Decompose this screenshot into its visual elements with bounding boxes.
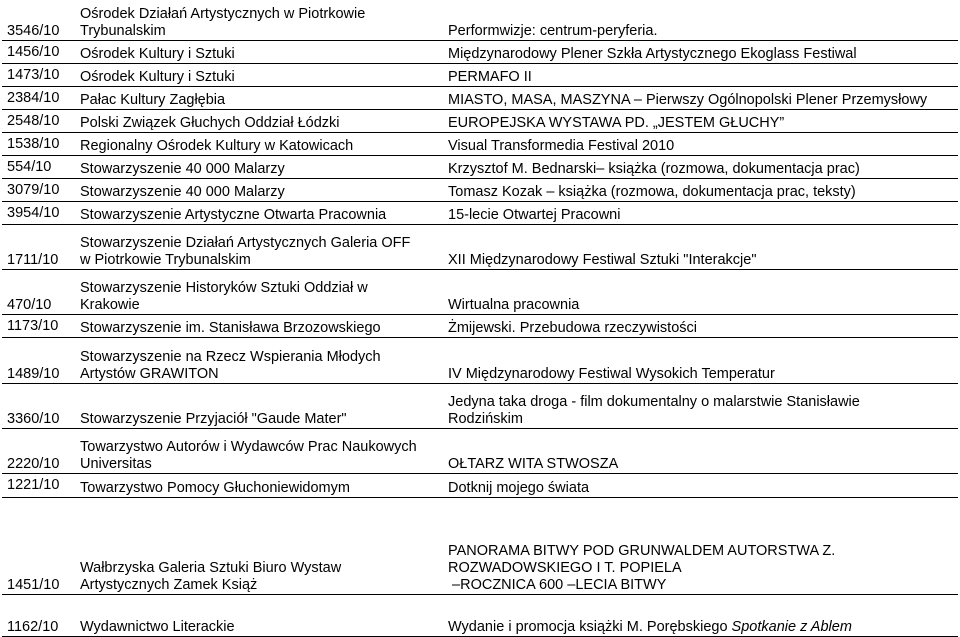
organization-name xyxy=(76,315,444,338)
project-line: Jedyna taka droga - film dokumentalny o malarstwie Stanisławie xyxy=(448,394,860,410)
table-row xyxy=(2,338,958,384)
project-title xyxy=(444,498,958,595)
project-line: PANORAMA BITWY POD GRUNWALDEM AUTORSTWA Z. xyxy=(448,543,836,559)
grants-table xyxy=(2,0,958,637)
table-row xyxy=(2,384,958,429)
grant-id: 1173/10 xyxy=(2,315,76,338)
organization-line: Artystów GRAWITON xyxy=(80,366,219,382)
organization-line: Stowarzyszenie 40 000 Malarzy xyxy=(80,184,285,200)
table-row xyxy=(2,429,958,474)
project-line: MIASTO, MASA, MASZYNA – Pierwszy Ogólnopolski Plener Przemysłowy xyxy=(448,92,928,108)
organization-line: Ośrodek Kultury i Sztuki xyxy=(80,46,235,62)
project-line: Krzysztof M. Bednarski– książka (rozmowa, dokumentacja prac) xyxy=(448,161,860,177)
project-title xyxy=(444,429,958,474)
organization-name xyxy=(76,338,444,384)
grant-id: 1538/10 xyxy=(2,133,76,156)
project-line: Performwizje: centrum-peryferia. xyxy=(448,23,658,39)
organization-line: Stowarzyszenie Przyjaciół "Gaude Mater" xyxy=(80,411,347,427)
organization-name xyxy=(76,429,444,474)
organization-line: w Piotrkowie Trybunalskim xyxy=(80,252,251,268)
organization-line: Stowarzyszenie Historyków Sztuki Oddział w xyxy=(80,280,368,296)
grant-id: 1489/10 xyxy=(2,338,76,384)
grant-id: 1456/10 xyxy=(2,41,76,64)
project-line: IV Międzynarodowy Festiwal Wysokich Temperatur xyxy=(448,366,775,382)
project-title xyxy=(444,41,958,64)
project-line: Międzynarodowy Plener Szkła Artystycznego Ekoglass Festiwal xyxy=(448,46,857,62)
project-title xyxy=(444,133,958,156)
organization-name xyxy=(76,64,444,87)
organization-line: Polski Związek Głuchych Oddział Łódzki xyxy=(80,115,340,131)
organization-name xyxy=(76,270,444,315)
organization-name xyxy=(76,225,444,270)
organization-name xyxy=(76,110,444,133)
organization-line: Pałac Kultury Zagłębia xyxy=(80,92,226,108)
grant-id: 2220/10 xyxy=(2,429,76,474)
project-line: Wirtualna pracownia xyxy=(448,297,580,313)
table-row xyxy=(2,498,958,595)
organization-line: Stowarzyszenie 40 000 Malarzy xyxy=(80,161,285,177)
grant-id: 1473/10 xyxy=(2,64,76,87)
project-line: PERMAFO II xyxy=(448,69,532,85)
project-line: EUROPEJSKA WYSTAWA PD. „JESTEM GŁUCHY” xyxy=(448,115,785,131)
table-row xyxy=(2,156,958,179)
grant-id: 1221/10 xyxy=(2,474,76,498)
project-title xyxy=(444,225,958,270)
project-title xyxy=(444,202,958,225)
table-row xyxy=(2,315,958,338)
organization-name xyxy=(76,595,444,637)
table-row xyxy=(2,0,958,41)
organization-line: Stowarzyszenie Działań Artystycznych Galeria OFF xyxy=(80,235,411,251)
organization-name xyxy=(76,474,444,498)
project-line: –ROCZNICA 600 –LECIA BITWY xyxy=(448,577,667,593)
organization-line: Krakowie xyxy=(80,297,140,313)
project-title xyxy=(444,110,958,133)
organization-line: Towarzystwo Autorów i Wydawców Prac Naukowych xyxy=(80,439,417,455)
table-row xyxy=(2,270,958,315)
organization-line: Stowarzyszenie im. Stanisława Brzozowskiego xyxy=(80,320,381,336)
table-row xyxy=(2,474,958,498)
organization-name xyxy=(76,384,444,429)
project-line: XII Międzynarodowy Festiwal Sztuki "Interakcje" xyxy=(448,252,757,268)
project-line: Tomasz Kozak – książka (rozmowa, dokumentacja prac, teksty) xyxy=(448,184,856,200)
project-title xyxy=(444,0,958,41)
table-row xyxy=(2,87,958,110)
project-title xyxy=(444,179,958,202)
book-title: Spotkanie z Ablem xyxy=(731,619,852,635)
organization-name xyxy=(76,0,444,41)
project-title xyxy=(444,270,958,315)
grant-id: 3546/10 xyxy=(2,0,76,41)
grant-id: 3360/10 xyxy=(2,384,76,429)
organization-line: Ośrodek Kultury i Sztuki xyxy=(80,69,235,85)
grant-id: 1162/10 xyxy=(2,595,76,637)
grant-id: 1451/10 xyxy=(2,498,76,595)
organization-line: Wałbrzyska Galeria Sztuki Biuro Wystaw xyxy=(80,560,342,576)
table-row xyxy=(2,202,958,225)
organization-name xyxy=(76,179,444,202)
project-line: 15-lecie Otwartej Pracowni xyxy=(448,207,621,223)
table-row xyxy=(2,179,958,202)
grant-id: 1711/10 xyxy=(2,225,76,270)
organization-line: Ośrodek Działań Artystycznych w Piotrkowie xyxy=(80,6,366,22)
organization-line: Towarzystwo Pomocy Głuchoniewidomym xyxy=(80,480,350,496)
project-title xyxy=(444,87,958,110)
organization-line: Trybunalskim xyxy=(80,23,166,39)
project-title xyxy=(444,64,958,87)
organization-name xyxy=(76,87,444,110)
grant-id: 554/10 xyxy=(2,156,76,179)
organization-line: Artystycznych Zamek Książ xyxy=(80,577,258,593)
project-line: Visual Transformedia Festival 2010 xyxy=(448,138,675,154)
project-title xyxy=(444,384,958,429)
organization-line: Universitas xyxy=(80,456,152,472)
grant-id: 3079/10 xyxy=(2,179,76,202)
organization-name xyxy=(76,133,444,156)
project-line: ROZWADOWSKIEGO I T. POPIELA xyxy=(448,560,682,576)
organization-name xyxy=(76,202,444,225)
table-row xyxy=(2,110,958,133)
organization-line: Stowarzyszenie Artystyczne Otwarta Pracownia xyxy=(80,207,387,223)
table-row xyxy=(2,133,958,156)
project-line: Żmijewski. Przebudowa rzeczywistości xyxy=(448,320,697,336)
grant-id: 2384/10 xyxy=(2,87,76,110)
organization-name xyxy=(76,41,444,64)
organization-line: Wydawnictwo Literackie xyxy=(80,619,235,635)
table-row xyxy=(2,595,958,637)
project-line: Dotknij mojego świata xyxy=(448,480,590,496)
table-row xyxy=(2,225,958,270)
table-row xyxy=(2,64,958,87)
project-line: OŁTARZ WITA STWOSZA xyxy=(448,456,619,472)
grant-id: 3954/10 xyxy=(2,202,76,225)
project-title xyxy=(444,315,958,338)
project-title xyxy=(444,595,958,637)
grant-id: 2548/10 xyxy=(2,110,76,133)
table-row xyxy=(2,41,958,64)
organization-name xyxy=(76,498,444,595)
project-title xyxy=(444,474,958,498)
project-title xyxy=(444,338,958,384)
organization-name xyxy=(76,156,444,179)
project-line: Rodzińskim xyxy=(448,411,523,427)
project-line: Wydanie i promocja książki M. Porębskiego xyxy=(448,619,732,635)
organization-line: Regionalny Ośrodek Kultury w Katowicach xyxy=(80,138,354,154)
project-title xyxy=(444,156,958,179)
grant-id: 470/10 xyxy=(2,270,76,315)
organization-line: Stowarzyszenie na Rzecz Wspierania Młodych xyxy=(80,349,381,365)
